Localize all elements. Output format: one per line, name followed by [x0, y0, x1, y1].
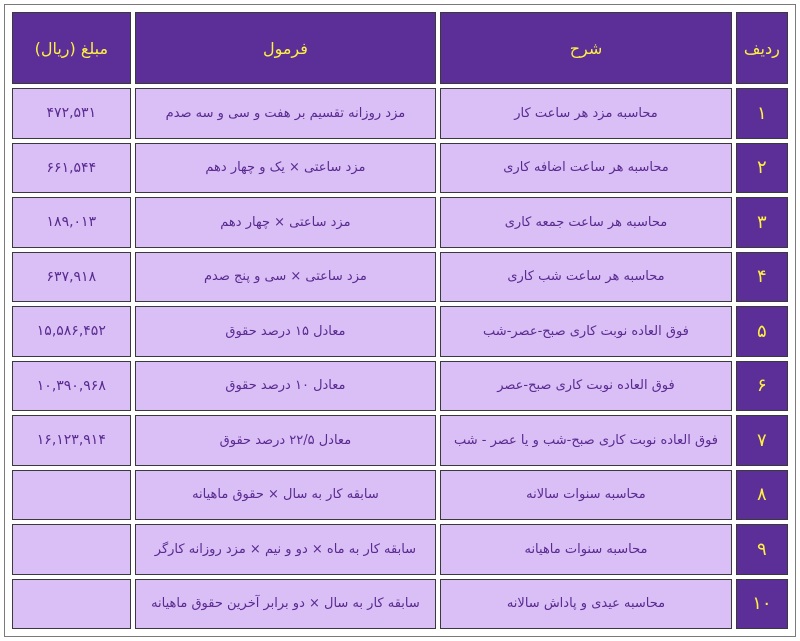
row-number: ۱: [736, 88, 788, 139]
header-formula: فرمول: [135, 12, 437, 84]
row-amount: ۱۸۹,۰۱۳: [12, 197, 131, 248]
row-amount: [12, 470, 131, 521]
row-formula: سابقه کار به ماه × دو و نیم × مزد روزانه کارگر: [135, 524, 437, 575]
row-number: ۲: [736, 143, 788, 194]
row-amount: ۱۶,۱۲۳,۹۱۴: [12, 415, 131, 466]
table-row: [12, 252, 788, 303]
row-number: ۸: [736, 470, 788, 521]
row-number: ۴: [736, 252, 788, 303]
row-amount: ۱۰,۳۹۰,۹۶۸: [12, 361, 131, 412]
row-description: فوق العاده نوبت کاری صبح-شب و یا عصر - شب: [440, 415, 732, 466]
row-formula: مزد ساعتی × یک و چهار دهم: [135, 143, 437, 194]
row-number: ۶: [736, 361, 788, 412]
table-row: [12, 524, 788, 575]
row-formula: مزد ساعتی × سی و پنج صدم: [135, 252, 437, 303]
row-formula: معادل ۲۲/۵ درصد حقوق: [135, 415, 437, 466]
row-amount: [12, 579, 131, 630]
row-number: ۵: [736, 306, 788, 357]
row-number: ۳: [736, 197, 788, 248]
row-formula: مزد ساعتی × چهار دهم: [135, 197, 437, 248]
table-body: [12, 88, 788, 629]
header-description: شرح: [440, 12, 732, 84]
table-row: [12, 197, 788, 248]
row-description: فوق العاده نوبت کاری صبح-عصر: [440, 361, 732, 412]
row-amount: ۶۳۷,۹۱۸: [12, 252, 131, 303]
row-description: محاسبه سنوات ماهیانه: [440, 524, 732, 575]
table-row: [12, 306, 788, 357]
row-description: محاسبه هر ساعت شب کاری: [440, 252, 732, 303]
header-row: [12, 12, 788, 84]
row-amount: ۱۵,۵۸۶,۴۵۲: [12, 306, 131, 357]
row-formula: مزد روزانه تقسیم بر هفت و سی و سه صدم: [135, 88, 437, 139]
row-amount: [12, 524, 131, 575]
header-row-number: ردیف: [736, 12, 788, 84]
header-amount: مبلغ (ریال): [12, 12, 131, 84]
row-formula: معادل ۱۰ درصد حقوق: [135, 361, 437, 412]
row-formula: معادل ۱۵ درصد حقوق: [135, 306, 437, 357]
row-description: محاسبه مزد هر ساعت کار: [440, 88, 732, 139]
table-row: [12, 361, 788, 412]
row-formula: سابقه کار به سال × دو برابر آخرین حقوق ماهیانه: [135, 579, 437, 630]
table-row: [12, 88, 788, 139]
table-row: [12, 470, 788, 521]
row-description: محاسبه سنوات سالانه: [440, 470, 732, 521]
row-amount: ۴۷۲,۵۳۱: [12, 88, 131, 139]
row-description: محاسبه هر ساعت جمعه کاری: [440, 197, 732, 248]
row-description: محاسبه عیدی و پاداش سالانه: [440, 579, 732, 630]
row-description: محاسبه هر ساعت اضافه کاری: [440, 143, 732, 194]
table-row: [12, 579, 788, 630]
table-frame: [4, 4, 796, 637]
row-description: فوق العاده نوبت کاری صبح-عصر-شب: [440, 306, 732, 357]
row-formula: سابقه کار به سال × حقوق ماهیانه: [135, 470, 437, 521]
table-row: [12, 415, 788, 466]
row-amount: ۶۶۱,۵۴۴: [12, 143, 131, 194]
table-row: [12, 143, 788, 194]
row-number: ۷: [736, 415, 788, 466]
row-number: ۱۰: [736, 579, 788, 630]
row-number: ۹: [736, 524, 788, 575]
wage-calculation-table: [8, 8, 792, 633]
